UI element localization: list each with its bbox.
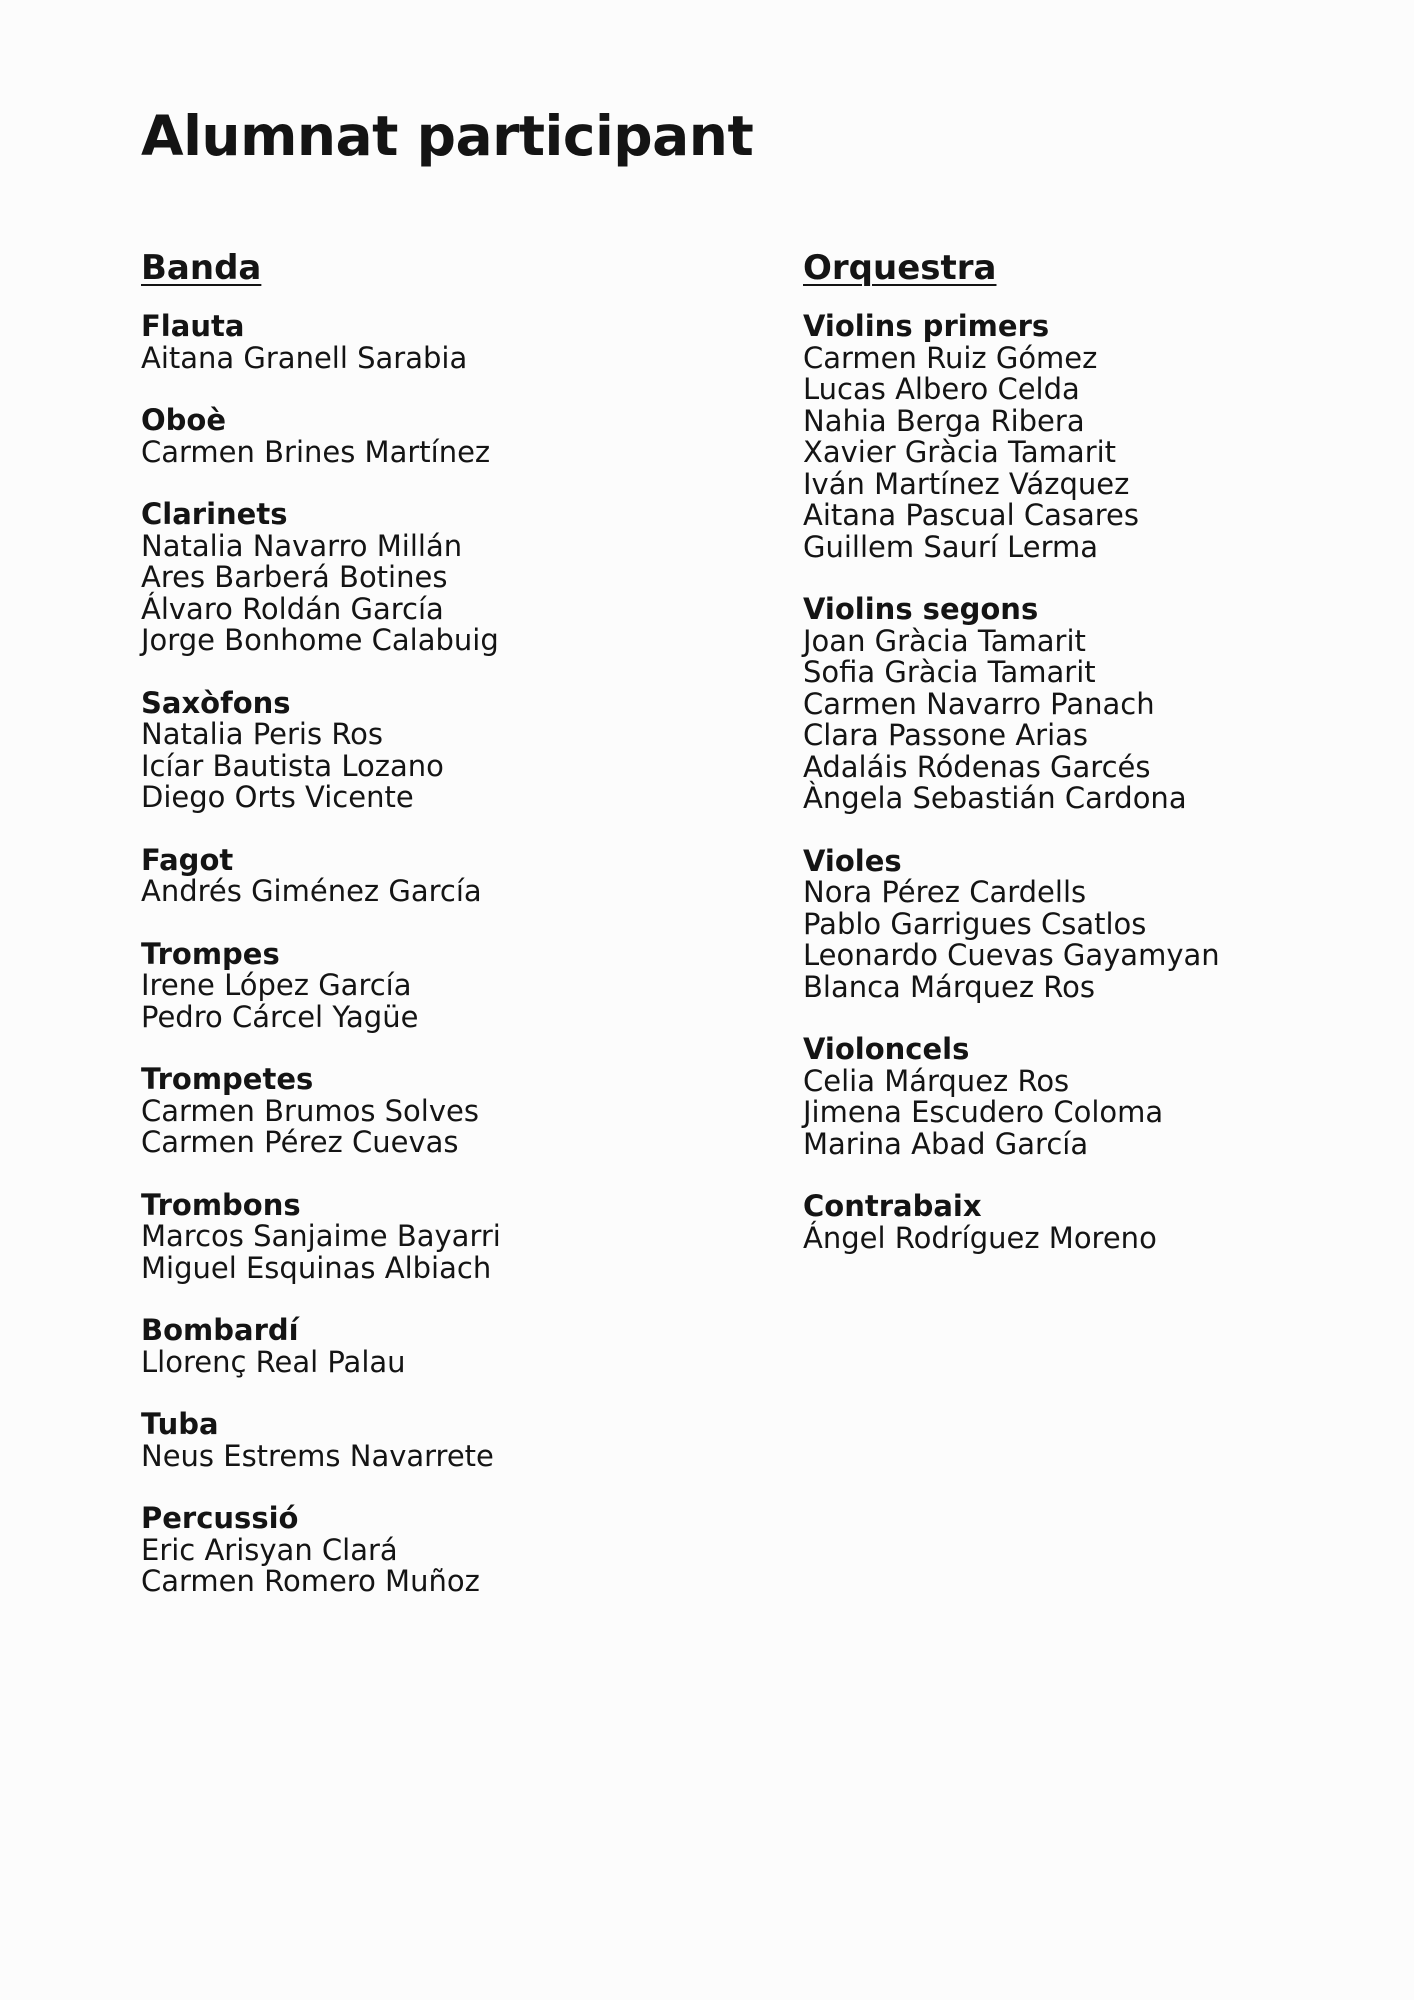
- member-list: [141, 434, 741, 469]
- member-name: Jorge Bonhome Calabuig: [141, 623, 499, 658]
- instrument-section: [141, 842, 741, 909]
- section-title: Oboè: [141, 403, 227, 438]
- banda-column: [141, 250, 741, 1629]
- member-name: Pablo Garrigues Csatlos: [803, 906, 1147, 941]
- member-name: Miguel Esquinas Albiach: [141, 1250, 492, 1285]
- member-name: Iván Martínez Vázquez: [803, 466, 1130, 501]
- member-name: Clara Passone Arias: [803, 718, 1089, 753]
- member-name: Àngela Sebastián Cardona: [803, 781, 1187, 816]
- instrument-section: [141, 685, 741, 815]
- member-name: Adaláis Ródenas Garcés: [803, 749, 1151, 784]
- section-title: Clarinets: [141, 497, 288, 532]
- section-title: Fagot: [141, 842, 234, 877]
- section-title: Trombons: [141, 1187, 301, 1222]
- member-name: Ares Barberá Botines: [141, 560, 448, 595]
- member-list: [141, 340, 741, 375]
- member-name: Jimena Escudero Coloma: [803, 1095, 1164, 1130]
- member-name: Celia Márquez Ros: [803, 1063, 1070, 1098]
- member-name: Carmen Brumos Solves: [141, 1093, 479, 1128]
- section-title: Saxòfons: [141, 685, 291, 720]
- instrument-section: [141, 499, 741, 657]
- instrument-section: [141, 1064, 741, 1159]
- section-title: Trompes: [141, 936, 280, 971]
- member-list: [803, 623, 1363, 816]
- member-list: [141, 1344, 741, 1379]
- instrument-section: [141, 1409, 741, 1472]
- member-list: [141, 1221, 741, 1284]
- instrument-section: [141, 405, 741, 468]
- member-name: Aitana Granell Sarabia: [141, 340, 468, 375]
- section-title: Contrabaix: [803, 1189, 982, 1224]
- instrument-section: [141, 1187, 741, 1285]
- member-name: Joan Gràcia Tamarit: [803, 623, 1086, 658]
- member-list: [141, 1532, 741, 1599]
- member-name: Carmen Ruiz Gómez: [803, 340, 1098, 375]
- orquestra-column: [803, 250, 1363, 1285]
- instrument-section: [803, 1191, 1363, 1254]
- instrument-section: [803, 311, 1363, 563]
- member-name: Guillem Saurí Lerma: [803, 529, 1099, 564]
- orquestra-sections: [803, 311, 1363, 1254]
- instrument-section: [803, 594, 1363, 815]
- member-list: [141, 970, 741, 1033]
- member-name: Álvaro Roldán García: [141, 591, 444, 626]
- member-list: [803, 877, 1363, 1003]
- section-title: Violins segons: [803, 592, 1039, 627]
- member-list: [141, 876, 741, 908]
- member-name: Xavier Gràcia Tamarit: [803, 435, 1117, 470]
- instrument-section: [141, 1315, 741, 1378]
- member-name: Carmen Pérez Cuevas: [141, 1125, 459, 1160]
- member-name: Neus Estrems Navarrete: [141, 1438, 494, 1473]
- section-title: Percussió: [141, 1501, 299, 1536]
- section-title: Bombardí: [141, 1313, 299, 1348]
- member-name: Sofia Gràcia Tamarit: [803, 655, 1096, 690]
- page-title: Alumnat participant: [141, 104, 754, 168]
- member-list: [803, 1220, 1363, 1255]
- member-name: Blanca Márquez Ros: [803, 969, 1096, 1004]
- member-name: Carmen Romero Muñoz: [141, 1564, 480, 1599]
- instrument-section: [803, 1034, 1363, 1160]
- section-title: Trompetes: [141, 1062, 314, 1097]
- member-name: Ángel Rodríguez Moreno: [803, 1220, 1157, 1255]
- section-title: Violins primers: [803, 309, 1050, 344]
- member-name: Carmen Brines Martínez: [141, 434, 491, 469]
- member-list: [141, 528, 741, 658]
- member-name: Marcos Sanjaime Bayarri: [141, 1219, 501, 1254]
- member-list: [141, 1093, 741, 1160]
- member-name: Nora Pérez Cardells: [803, 875, 1087, 910]
- instrument-section: [803, 843, 1363, 1004]
- orquestra-title: Orquestra: [803, 248, 997, 288]
- member-name: Irene López García: [141, 968, 412, 1003]
- member-name: Marina Abad García: [803, 1126, 1089, 1161]
- member-list: [803, 1063, 1363, 1161]
- banda-sections: [141, 311, 741, 1598]
- member-name: Eric Arisyan Clará: [141, 1532, 398, 1567]
- instrument-section: [141, 936, 741, 1034]
- section-title: Flauta: [141, 309, 245, 344]
- member-name: Icíar Bautista Lozano: [141, 748, 444, 783]
- instrument-section: [141, 1503, 741, 1598]
- member-name: Nahia Berga Ribera: [803, 403, 1085, 438]
- member-name: Aitana Pascual Casares: [803, 498, 1139, 533]
- member-name: Diego Orts Vicente: [141, 780, 414, 815]
- member-name: Lucas Albero Celda: [803, 372, 1080, 407]
- instrument-section: [141, 311, 741, 374]
- member-name: Leonardo Cuevas Gayamyan: [803, 938, 1220, 973]
- section-title: Violes: [803, 843, 902, 878]
- section-title: Violoncels: [803, 1032, 970, 1067]
- member-name: Natalia Navarro Millán: [141, 528, 463, 563]
- member-name: Llorenç Real Palau: [141, 1344, 406, 1379]
- member-name: Carmen Navarro Panach: [803, 686, 1155, 721]
- section-title: Tuba: [141, 1407, 219, 1442]
- member-name: Pedro Cárcel Yagüe: [141, 999, 419, 1034]
- banda-title: Banda: [141, 248, 262, 288]
- member-list: [803, 340, 1363, 564]
- member-list: [141, 1438, 741, 1473]
- member-name: Natalia Peris Ros: [141, 717, 384, 752]
- member-list: [141, 719, 741, 814]
- member-name: Andrés Giménez García: [141, 874, 482, 909]
